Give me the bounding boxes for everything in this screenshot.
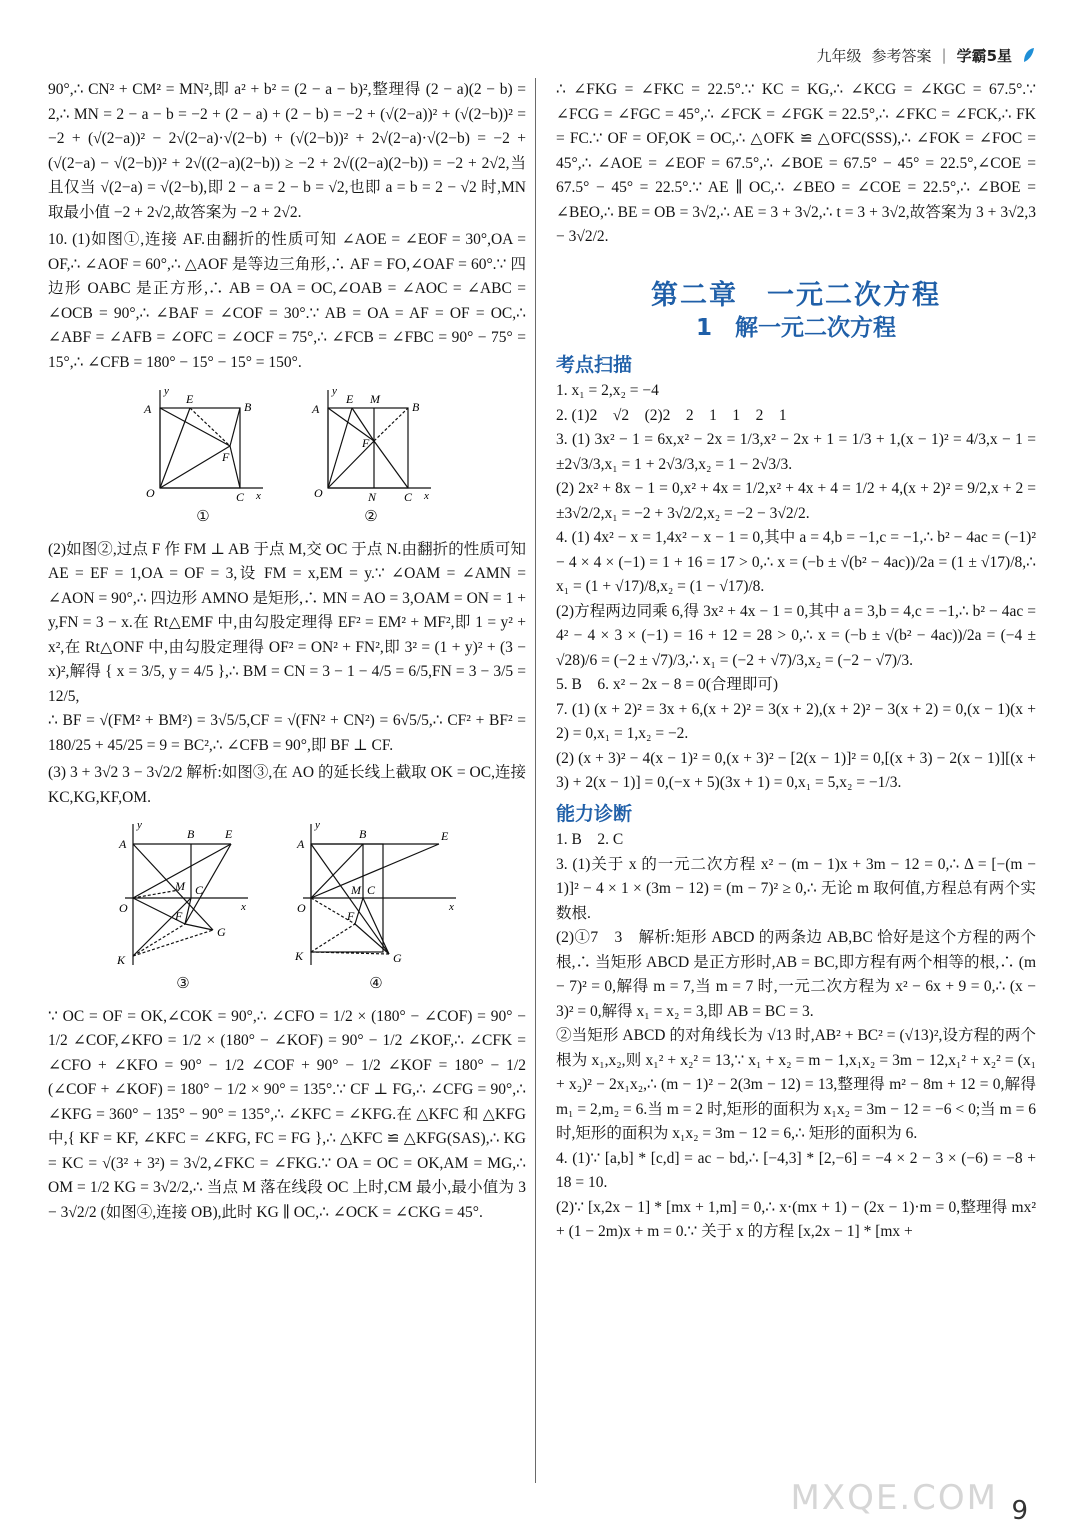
svg-text:A: A	[312, 402, 320, 416]
answer-7-part2: (2) (x + 3)² − 4(x − 1)² = 0,(x + 3)² − [2(x − 1)]² = 0,[(x + 3) − 2(x − 1)][(x + 3) + 2(x − 1)] = 0,(−x + 5)(3x + 1) = 0,x₁ = 5,x₂ = −1/3.	[556, 749, 1036, 791]
svg-text:A: A	[119, 837, 127, 851]
svg-text:F: F	[222, 450, 230, 464]
section-label: 参考答案	[871, 46, 932, 65]
svg-text:A: A	[297, 837, 305, 851]
figure-1-label: ①	[196, 509, 210, 525]
question-10-part1: 10. (1)如图①,连接 AF.由翻折的性质可知 ∠AOE = ∠EOF = 30°,OA = OF,∴ ∠AOF = 60°,∴ △AOF 是等边三角形,∴ AF = FO,∠OAF = 60°.∵ 四边形 OABC 是正方形,∴ AB = OA = OC,∠OAB = ∠AOC = ∠ABC = ∠OCB = 90°,∴ ∠BAF = ∠COF = 30°.∵ AB = OA = AF = OF = OC,∴ ∠ABF = ∠AFB = ∠OFC = ∠OCF = 75°,∴ ∠FCB = ∠FBC = 90° − 75° = 15°,∴ ∠CFB = 180° − 15° − 15° = 150°.	[48, 231, 526, 371]
question-10-part3: (3) 3 + 3√2 3 − 3√2/2 解析:如图③,在 AO 的延长线上截取 OK = OC,连接 KC,KG,KF,OM.	[48, 764, 526, 806]
svg-text:M: M	[370, 392, 380, 406]
svg-text:M: M	[351, 883, 361, 897]
svg-text:K: K	[117, 953, 126, 967]
header-separator: |	[941, 46, 947, 64]
figure-1-diagram	[138, 385, 268, 503]
column-divider	[535, 78, 536, 1483]
ability-answer-4-part1: 4. (1)∵ [a,b] * [c,d] = ac − bd,∴ [−4,3] * [2,−6] = −4 × 2 − 3 × (−6) = −8 + 18 = 10.	[556, 1149, 1036, 1191]
svg-text:E: E	[225, 827, 233, 841]
ability-answer-3-part2: (2)①7 3 解析:矩形 ABCD 的两条边 AB,BC 恰好是这个方程的两个根,∴ 当矩形 ABCD 是正方形时,AB = BC,即方程有两个相等的根,∴ (m − 7)² = 0,解得 m = 7,当 m = 7 时,一元二次方程为 x² − 6x + 9 = 0,∴ (x − 3)² = 0,解得 x₁ = x₂ = 3,即 AB = BC = 3.	[556, 929, 1036, 1020]
figure-3-label: ③	[176, 976, 190, 992]
brand-label: 学霸5星	[956, 46, 1012, 65]
svg-text:C: C	[236, 490, 245, 503]
leaf-icon	[1022, 46, 1036, 64]
figure-3-diagram	[113, 820, 253, 970]
svg-text:M: M	[175, 879, 185, 893]
svg-text:B: B	[244, 400, 252, 414]
svg-text:K: K	[295, 949, 304, 963]
svg-text:B: B	[359, 827, 367, 841]
answer-4-part1: 4. (1) 4x² − x = 1,4x² − x − 1 = 0,其中 a = 4,b = −1,c = −1,∴ b² − 4ac = (−1)² − 4 × 4 × (−1) = 1 + 16 = 17 > 0,∴ x = (−b ± √(b² − 4ac))/2a = (1 ± √17)/8,∴ x₁ = (1 + √17)/8,x₂ = (1 − √17)/8.	[556, 529, 1036, 595]
answer-2: 2. (1)2 √2 (2)2 2 1 1 2 1	[556, 406, 787, 424]
figure-2	[306, 385, 436, 530]
figure-1	[138, 385, 268, 530]
answer-5-6: 5. B 6. x² − 2x − 8 = 0(合理即可)	[556, 676, 779, 693]
left-column	[48, 78, 526, 1225]
right-column	[556, 78, 1036, 1245]
svg-text:E: E	[186, 392, 194, 406]
svg-text:B: B	[412, 400, 420, 414]
answer-continued: ∴ ∠FKG = ∠FKC = 22.5°.∵ KC = KG,∴ ∠KCG = ∠KGC = 67.5°.∵ ∠FCG = ∠FGC = 45°,∴ ∠FCK = ∠FGK = 22.5°,∴ ∠FKC = ∠FCK,∴ FK = FC.∵ OF = OF,OK = OC,∴ △OFK ≌ △OFC(SSS),∴ ∠FOK = ∠FOC = 45°,∴ ∠AOE = ∠EOF = 67.5°,∴ ∠BOE = 67.5° − 45° = 22.5°,∠COE = 67.5° − 45° = 22.5°.∵ AE ∥ OC,∴ ∠BEO = ∠COE = 22.5°,∴ ∠BOE = ∠BEO,∴ BE = OB = 3√2,∴ AE = 3 + 3√2,∴ t = 3 + 3√2,故答案为 3 + 3√2,3 − 3√2/2.	[556, 81, 1036, 245]
grade-label: 九年级	[816, 46, 862, 65]
answer-1: 1. x₁ = 2,x₂ = −4	[556, 382, 659, 399]
page-number: 9	[1011, 1496, 1028, 1526]
svg-text:E: E	[441, 829, 449, 843]
figure-4	[291, 820, 461, 997]
figure-3	[113, 820, 253, 997]
figure-2-label: ②	[364, 509, 378, 525]
svg-text:y: y	[315, 820, 320, 831]
page-header	[816, 40, 1036, 70]
svg-text:N: N	[368, 490, 377, 503]
svg-text:C: C	[195, 883, 204, 897]
svg-text:O: O	[119, 901, 128, 915]
answer-3-part2: (2) 2x² + 8x − 1 = 0,x² + 4x = 1/2,x² + 4x + 4 = 1/2 + 4,(x + 2)² = 9/2,x + 2 = ±3√2/2,x₁ = −2 + 3√2/2,x₂ = −2 − 3√2/2.	[556, 480, 1036, 522]
svg-text:F: F	[347, 909, 355, 923]
svg-text:x: x	[241, 901, 246, 913]
svg-text:O: O	[146, 486, 155, 500]
svg-text:O: O	[314, 486, 323, 500]
figure-4-label: ④	[369, 976, 383, 992]
answer-7-part1: 7. (1) (x + 2)² = 3x + 6,(x + 2)² = 3(x + 2),(x + 2)² − 3(x + 2) = 0,(x − 1)(x + 2) = 0,x₁ = 1,x₂ = −2.	[556, 700, 1036, 742]
figure-row-1-2	[48, 385, 526, 530]
svg-text:x: x	[424, 490, 429, 502]
svg-text:F: F	[175, 909, 183, 923]
svg-text:x: x	[256, 490, 261, 502]
ability-answer-3-part3: ②当矩形 ABCD 的对角线长为 √13 时,AB² + BC² = (√13)²,设方程的两个根为 x₁,x₂,则 x₁² + x₂² = 13,∵ x₁ + x₂ = m − 1,x₁x₂ = 3m − 12,x₁² + x₂² = (x₁ + x₂)² − 2x₁x₂,∴ (m − 1)² − 2(3m − 12) = 13,整理得 m² − 8m + 12 = 0,解得 m₁ = 2,m₂ = 6.当 m = 2 时,矩形的面积为 x₁x₂ = 3m − 12 = −6 < 0;当 m = 6 时,矩形的面积为 x₁x₂ = 3m − 12 = 6,∴ 矩形的面积为 6.	[556, 1027, 1036, 1142]
answer-4-part2: (2)方程两边同乘 6,得 3x² + 4x − 1 = 0,其中 a = 3,b = 4,c = −1,∴ b² − 4ac = 4² − 4 × 3 × (−1) = 16 + 12 = 28 > 0,∴ x = (−b ± √(b² − 4ac))/2a = (−4 ± √28)/6 = (−2 ± √7)/3,∴ x₁ = (−2 + √7)/3,x₂ = (−2 − √7)/3.	[556, 602, 1036, 669]
svg-text:G: G	[217, 925, 226, 939]
svg-text:C: C	[367, 883, 376, 897]
answer-3-part1: 3. (1) 3x² − 1 = 6x,x² − 2x = 1/3,x² − 2x + 1 = 1/3 + 1,(x − 1)² = 4/3,x − 1 = ±2√3/3,x₁ = 1 + 2√3/3,x₂ = 1 − 2√3/3.	[556, 431, 1036, 473]
svg-text:G: G	[393, 951, 402, 965]
question-10-part2: (2)如图②,过点 F 作 FM ⊥ AB 于点 M,交 OC 于点 N.由翻折的性质可知 AE = EF = 1,OA = OF = 3,设 FM = x,EM = y.∵ ∠OAM = ∠AMN = ∠AON = 90°,∴ 四边形 AMNO 是矩形,∴ MN = AO = 3,OAM = ON = 1 + y,FN = 3 − x.在 Rt△EMF 中,由勾股定理得 EF² = EM² + MF²,即 1 = y² + x²,在 Rt△ONF 中,由勾股定理得 OF² = ON² + FN²,即 3² = (1 + y)² + (3 − x)²,解得 { x = 3/5, y = 4/5 },∴ BM = CN = 3 − 1 − 4/5 = 6/5,FN = 3 − 3/5 = 12/5,	[48, 540, 526, 705]
question-10-part2-cont: ∴ BF = √(FM² + BM²) = 3√5/5,CF = √(FN² + CN²) = 6√5/5,∴ CF² + BF² = 180/25 + 45/25 = 9 = BC²,∴ ∠CFB = 90°,即 BF ⊥ CF.	[48, 712, 526, 754]
svg-text:y: y	[137, 820, 142, 831]
figure-4-diagram	[291, 820, 461, 970]
figure-2-diagram	[306, 385, 436, 503]
ability-answer-1-2: 1. B 2. C	[556, 831, 624, 848]
svg-text:E: E	[346, 392, 354, 406]
answer-paragraph: 90°,∴ CN² + CM² = MN²,即 a² + b² = (2 − a − b)²,整理得 (2 − a)(2 − b) = 2,∴ MN = 2 − a − b = −2 + (2 − a) + (2 − b) = −2 + (√(2−a))² + (√(2−b))² = −2 + (√(2−a))² − 2√(2−a)·√(2−b) + (√(2−b))² + 2√(2−a)·√(2−b) = −2 + (√(2−a) − √(2−b))² + 2√((2−a)(2−b)) ≥ −2 + 2√((2−a)(2−b)) = −2 + 2√2,当且仅当 √(2−a) = √(2−b),即 2 − a = 2 − b = √2,也即 a = b = 2 − √2 时,MN 取最小值 −2 + 2√2,故答案为 −2 + 2√2.	[48, 81, 526, 221]
subheading-ability: 能力诊断	[556, 802, 633, 825]
svg-text:O: O	[297, 901, 306, 915]
figure-row-3-4	[48, 820, 526, 997]
section-title: 1 解一元二次方程	[695, 315, 896, 341]
question-10-part3-cont: ∵ OC = OF = OK,∠COK = 90°,∴ ∠CFO = 1/2 × (180° − ∠COF) = 90° − 1/2 ∠COF,∠KFO = 1/2 × (180° − ∠KOF) = 90° − 1/2 ∠KOF,∴ ∠CFK = ∠CFO + ∠KFO = 90° − 1/2 ∠COF + 90° − 1/2 ∠KOF = 180° − 1/2 (∠COF + ∠KOF) = 180° − 1/2 × 90° = 135°.∵ CF ⊥ FG,∴ ∠CFG = 90°,∴ ∠KFG = 360° − 135° − 90° = 135°,∴ ∠KFC = ∠KFG.在 △KFC 和 △KFG 中,{ KF = KF, ∠KFC = ∠KFG, FC = FG },∴ △KFC ≌ △KFG(SAS),∴ KG = KC = √(3² + 3²) = 3√2,∠FKC = ∠FKG.∵ OA = OC = OK,AM = MG,∴ OM = 1/2 KG = 3√2/2,∴ 当点 M 落在线段 OC 上时,CM 最小,最小值为 3 − 3√2/2 (如图④,连接 OB),此时 KG ∥ OC,∴ ∠OCK = ∠CKG = 45°.	[48, 1007, 526, 1221]
subheading-exam-points: 考点扫描	[556, 353, 633, 376]
ability-answer-4-part2: (2)∵ [x,2x − 1] * [mx + 1,m] = 0,∴ x·(mx + 1) − (2x − 1)·m = 0,整理得 mx² + (1 − 2m)x + m = 0.∵ 关于 x 的方程 [x,2x − 1] * [mx +	[556, 1198, 1036, 1240]
chapter-title: 第二章 一元二次方程	[651, 279, 941, 311]
svg-text:x: x	[449, 901, 454, 913]
svg-text:y: y	[164, 385, 169, 397]
svg-text:F: F	[362, 436, 370, 450]
svg-text:A: A	[144, 402, 152, 416]
ability-answer-3-part1: 3. (1)关于 x 的一元二次方程 x² − (m − 1)x + 3m − 12 = 0,∴ Δ = [−(m − 1)]² − 4 × 1 × (3m − 12) = (m − 7)² ≥ 0,∴ 无论 m 取何值,方程总有两个实数根.	[556, 855, 1036, 922]
svg-text:C: C	[404, 490, 413, 503]
watermark: MXQE.COM	[790, 1478, 998, 1518]
svg-text:y: y	[332, 385, 337, 397]
svg-text:B: B	[187, 827, 195, 841]
